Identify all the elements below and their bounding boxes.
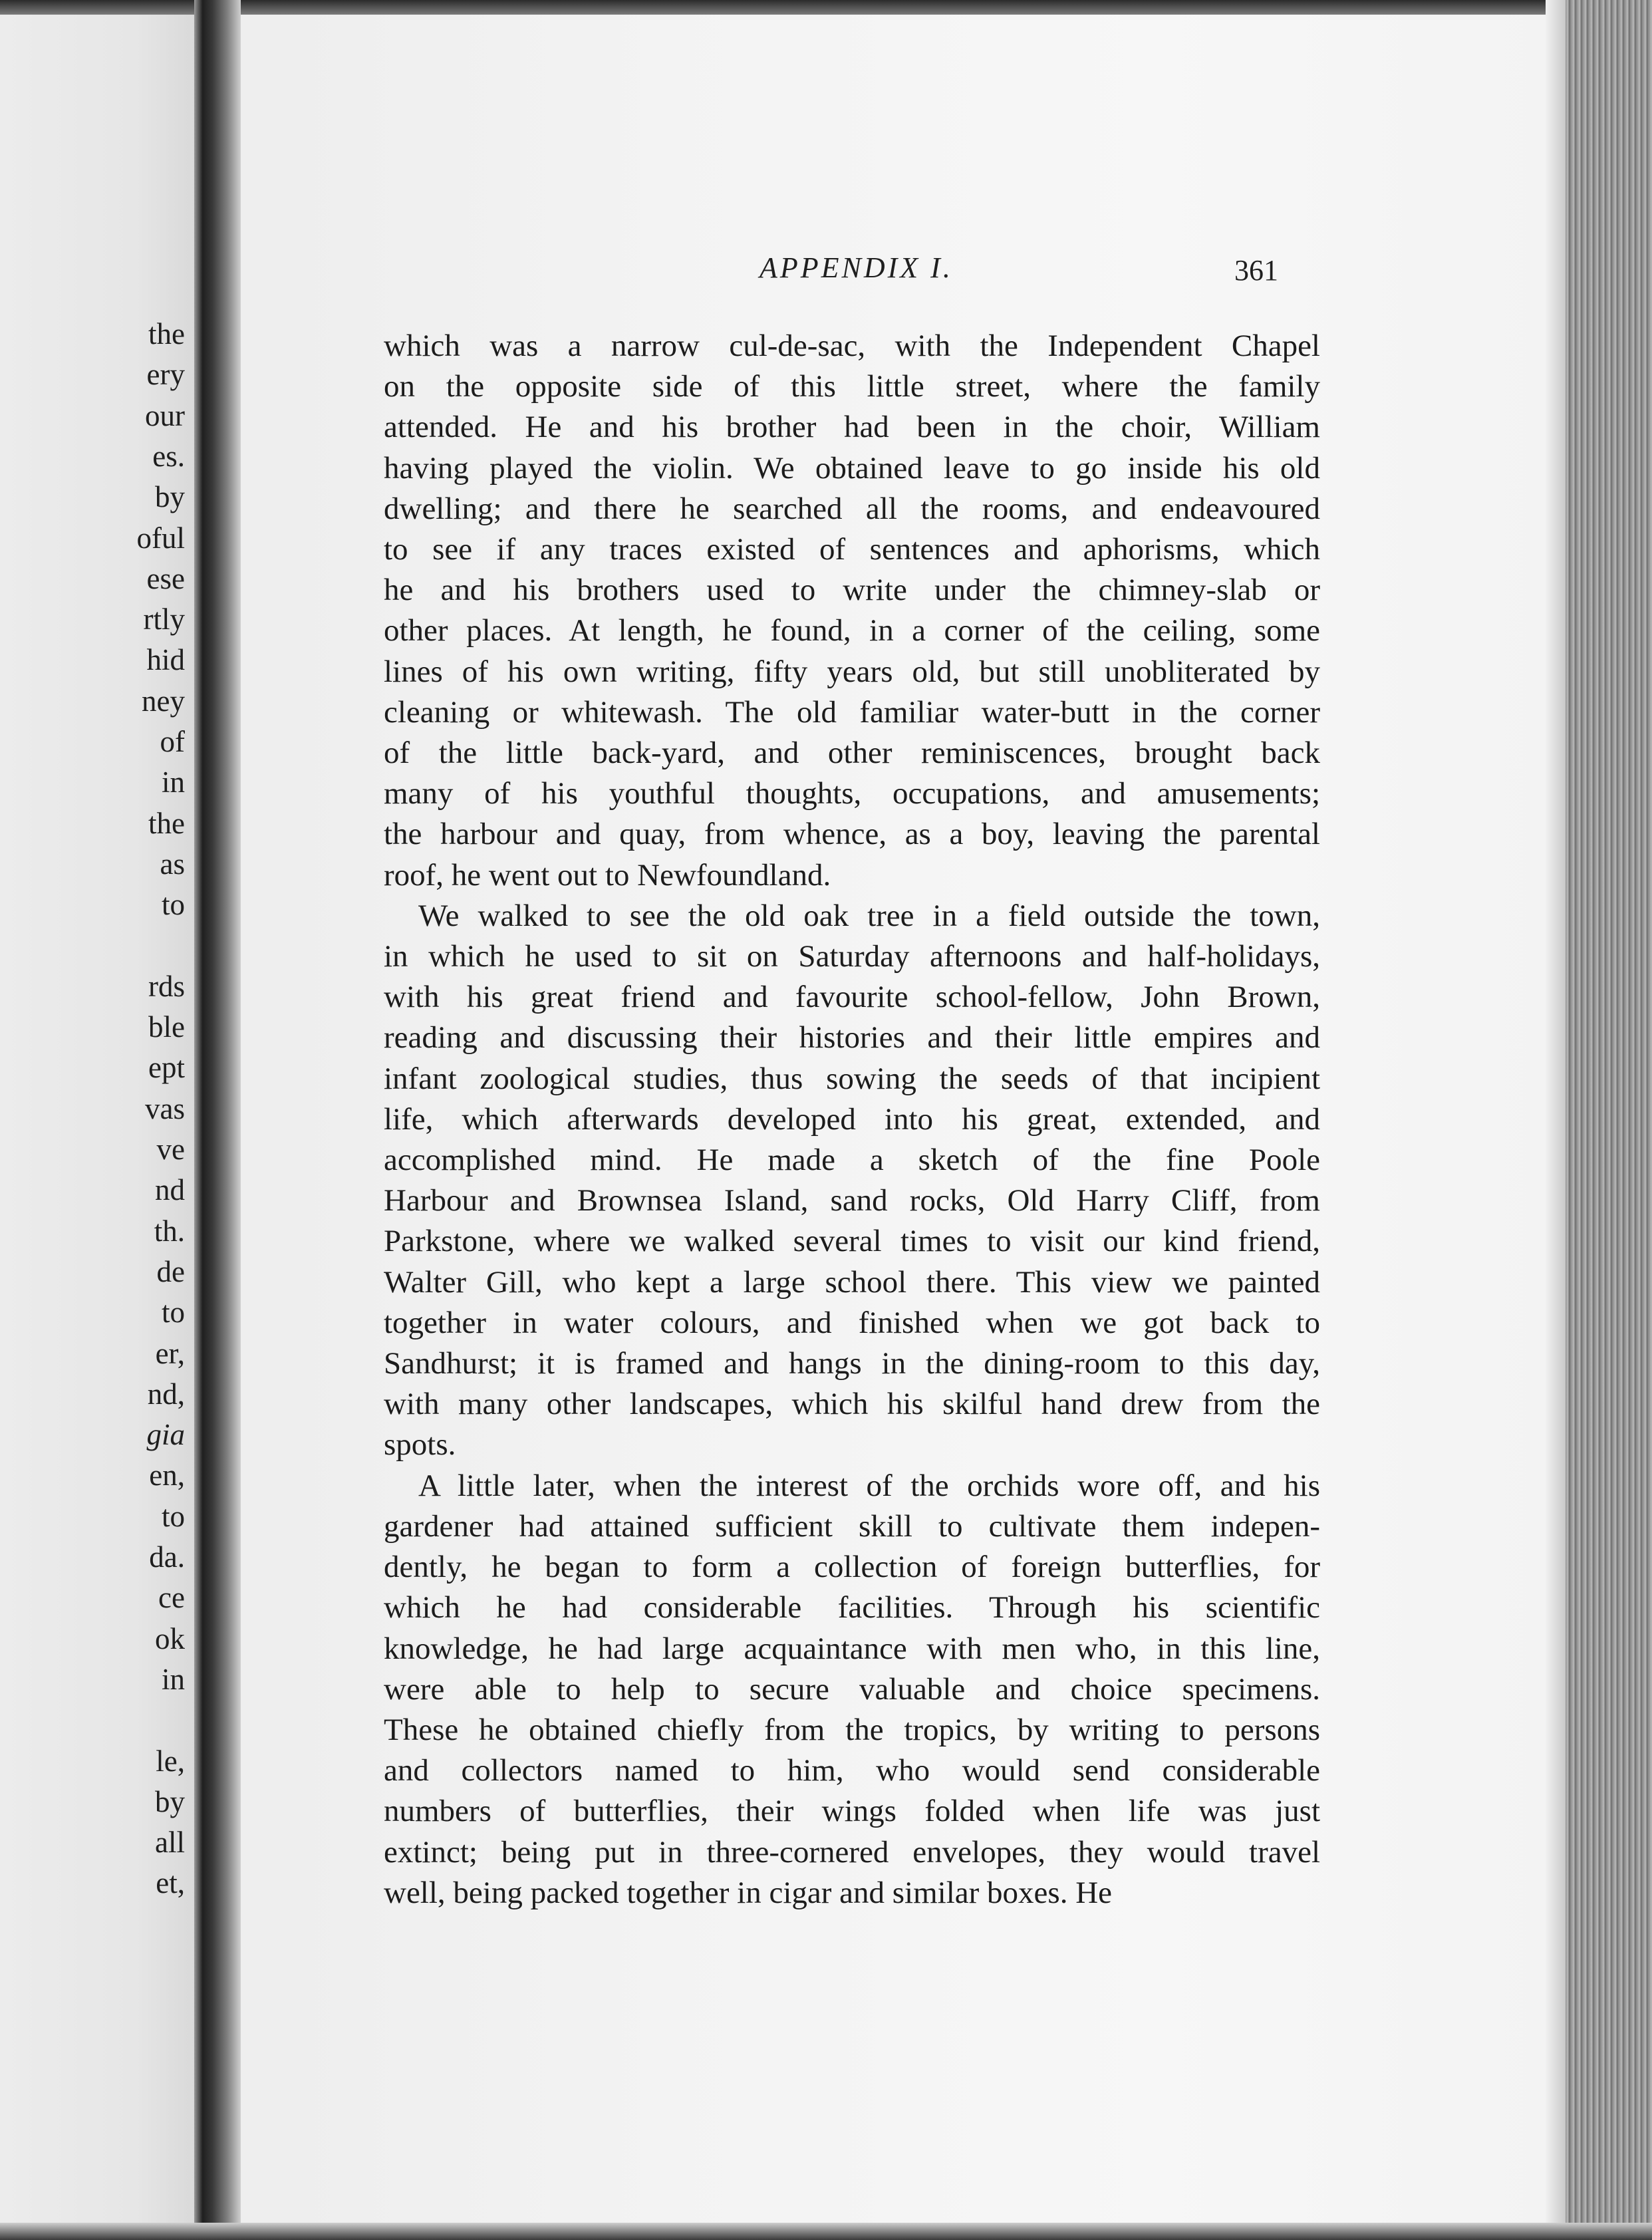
text-line: attended. He and his brother had been in the choir, William (384, 410, 1320, 445)
left-page-fragment: ce (158, 1581, 185, 1615)
paragraph (384, 1466, 1320, 1913)
left-page-fragment: le, (156, 1744, 185, 1778)
text-line: dwelling; and there he searched all the rooms, and endeavoured (384, 491, 1320, 526)
book-page-edges (1566, 0, 1652, 2240)
text-line: to see if any traces existed of sentences and aphorisms, which (384, 532, 1320, 567)
body-text (384, 326, 1320, 1913)
left-page-fragment: ery (146, 358, 185, 392)
text-line: with his great friend and favourite school-fellow, John Brown, (384, 980, 1320, 1015)
left-page-fragment: in (161, 1662, 185, 1696)
left-page-fragment: all (155, 1826, 185, 1860)
text-line: These he obtained chiefly from the tropics, by writing to persons (384, 1712, 1320, 1747)
text-line: Harbour and Brownsea Island, sand rocks, Old Harry Cliff, from (384, 1183, 1320, 1218)
text-line: dently, he began to form a collection of foreign butterflies, for (384, 1550, 1320, 1585)
running-head (241, 251, 1546, 291)
left-page-fragment: to (161, 888, 185, 922)
text-line: in which he used to sit on Saturday afternoons and half-holidays, (384, 939, 1320, 974)
text-line: Walter Gill, who kept a large school there. This view we painted (384, 1264, 1320, 1300)
text-line: the harbour and quay, from whence, as a boy, leaving the parental (384, 817, 1320, 852)
left-page-fragment: ok (155, 1621, 185, 1655)
left-page-fragment: ese (146, 561, 185, 595)
text-line: were able to help to secure valuable and choice specimens. (384, 1671, 1320, 1707)
text-line: well, being packed together in cigar and similar boxes. He (384, 1875, 1112, 1910)
left-page-fragment: nd, (147, 1377, 185, 1411)
text-line: spots. (384, 1427, 456, 1463)
text-line: which was a narrow cul-de-sac, with the Independent Chapel (384, 329, 1320, 363)
left-page-fragment: ept (148, 1051, 185, 1085)
text-line: having played the violin. We obtained leave to go inside his old (384, 450, 1320, 486)
book-gutter (194, 0, 241, 2240)
scan-top-border (0, 0, 1652, 15)
text-line: which he had considerable facilities. Through his scientific (384, 1590, 1320, 1625)
left-page-fragment: gia (146, 1418, 185, 1452)
left-page-fragment: es. (152, 439, 185, 473)
left-page-fragment: de (156, 1254, 185, 1288)
text-line: of the little back-yard, and other reminiscences, brought back (384, 736, 1320, 771)
left-page-fragment: th. (154, 1214, 185, 1248)
left-page-fragment: da. (149, 1540, 185, 1574)
left-page-fragment: to (161, 1296, 185, 1330)
text-line: numbers of butterflies, their wings folded when life was just (384, 1794, 1320, 1829)
text-line: Parkstone, where we walked several times to visit our kind friend, (384, 1224, 1320, 1259)
left-page-fragment: et, (156, 1866, 185, 1900)
text-line: accomplished mind. He made a sketch of the fine Poole (384, 1143, 1320, 1178)
text-line: infant zoological studies, thus sowing the seeds of that incipient (384, 1061, 1320, 1096)
text-line: We walked to see the old oak tree in a field outside the town, (418, 898, 1320, 933)
left-page-fragment: nd (155, 1173, 185, 1207)
text-line: with many other landscapes, which his skilful hand drew from the (384, 1387, 1320, 1422)
left-page-fragment: hid (146, 643, 185, 677)
running-head-title: APPENDIX I. (759, 251, 953, 284)
left-page-fragment: vas (145, 1091, 185, 1125)
left-page-fragment: the (148, 806, 185, 840)
left-page-fragment: our (145, 398, 185, 432)
text-line: on the opposite side of this little street, where the family (384, 369, 1320, 404)
text-line: A little later, when the interest of the orchids wore off, and his (418, 1468, 1320, 1503)
left-page-fragment: ble (148, 1010, 185, 1044)
text-line: knowledge, he had large acquaintance with men who, in this line, (384, 1631, 1320, 1666)
text-line: he and his brothers used to write under the chimney-slab or (384, 573, 1320, 608)
left-page-fragment: to (161, 1499, 185, 1533)
text-line: life, which afterwards developed into his great, extended, and (384, 1101, 1320, 1137)
text-line: other places. At length, he found, in a corner of the ceiling, some (384, 613, 1320, 648)
left-page-fragment: en, (149, 1459, 185, 1492)
left-page-fragment: the (148, 317, 185, 350)
text-line: and collectors named to him, who would send considerable (384, 1753, 1320, 1788)
left-page-fragment: rtly (143, 603, 185, 636)
scan-bottom-border (0, 2223, 1652, 2240)
text-line: Sandhurst; it is framed and hangs in the dining-room to this day, (384, 1346, 1320, 1381)
left-page-fragment: in (161, 766, 185, 799)
left-page-fragment: by (155, 480, 185, 514)
left-page-fragment: by (155, 1784, 185, 1818)
text-line: roof, he went out to Newfoundland. (384, 857, 831, 893)
page-edge-shadow (1546, 0, 1566, 2240)
page-number: 361 (1234, 254, 1278, 287)
left-page-fragment: as (160, 847, 185, 881)
left-page-fragment: er, (155, 1336, 185, 1370)
left-facing-page (0, 15, 194, 2223)
left-page-fragment: ney (142, 684, 185, 718)
left-page-fragment: ve (156, 1133, 185, 1166)
paragraph (384, 326, 1320, 896)
left-page-fragment: oful (136, 521, 185, 555)
book-page (241, 15, 1546, 2223)
text-line: together in water colours, and finished when we got back to (384, 1305, 1320, 1340)
left-page-fragment: rds (148, 969, 185, 1003)
text-line: lines of his own writing, fifty years old, but still unobliterated by (384, 654, 1320, 689)
text-line: extinct; being put in three-cornered envelopes, they would travel (384, 1834, 1320, 1870)
text-line: many of his youthful thoughts, occupations, and amusements; (384, 776, 1320, 811)
text-line: cleaning or whitewash. The old familiar water-butt in the corner (384, 694, 1320, 730)
text-line: gardener had attained sufficient skill to cultivate them indepen- (384, 1508, 1320, 1544)
text-line: reading and discussing their histories and their little empires and (384, 1020, 1320, 1055)
left-page-fragment: of (160, 725, 185, 758)
paragraph (384, 896, 1320, 1466)
